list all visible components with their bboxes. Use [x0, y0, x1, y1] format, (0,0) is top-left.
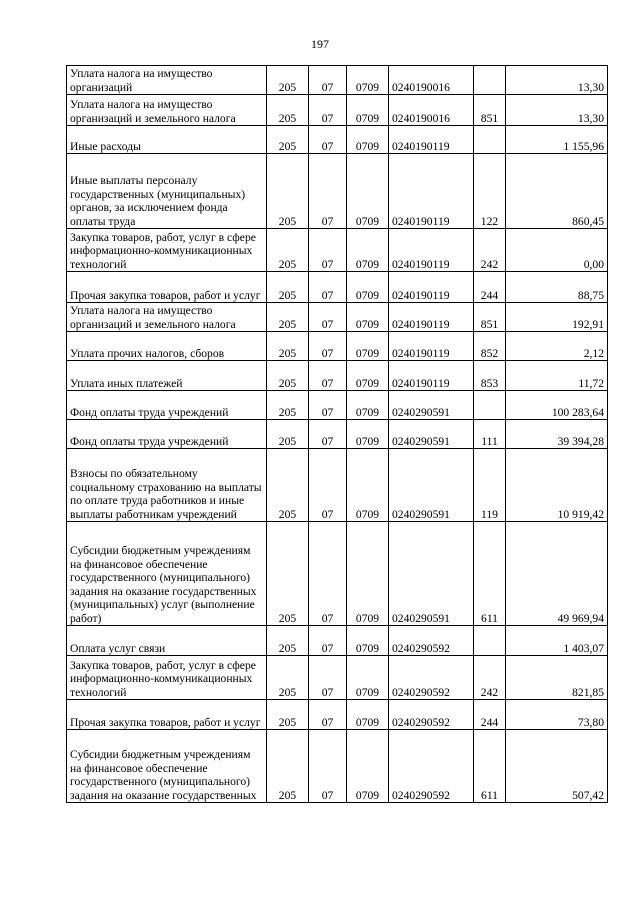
row-sum: 88,75 — [506, 272, 608, 303]
row-razdel: 07 — [309, 229, 347, 272]
row-sum: 13,30 — [506, 66, 608, 95]
row-ved: 205 — [267, 626, 309, 656]
row-csr: 0240290591 — [389, 391, 474, 420]
row-vr: 611 — [474, 730, 506, 803]
row-podrazdel: 0709 — [347, 303, 389, 332]
row-sum: 0,00 — [506, 229, 608, 272]
table-row — [67, 303, 608, 332]
row-csr: 0240190119 — [389, 272, 474, 303]
row-razdel: 07 — [309, 656, 347, 700]
row-vr: 244 — [474, 700, 506, 730]
row-podrazdel: 0709 — [347, 361, 389, 391]
row-csr: 0240190119 — [389, 229, 474, 272]
table-row — [67, 332, 608, 361]
row-ved: 205 — [267, 730, 309, 803]
row-name: Иные расходы — [67, 126, 267, 154]
row-razdel: 07 — [309, 126, 347, 154]
row-csr: 0240290591 — [389, 522, 474, 626]
row-razdel: 07 — [309, 626, 347, 656]
row-csr: 0240190016 — [389, 66, 474, 95]
row-csr: 0240290592 — [389, 626, 474, 656]
row-name: Прочая закупка товаров, работ и услуг — [67, 700, 267, 730]
row-name: Прочая закупка товаров, работ и услуг — [67, 272, 267, 303]
row-sum: 2,12 — [506, 332, 608, 361]
row-ved: 205 — [267, 126, 309, 154]
table-row — [67, 730, 608, 803]
row-ved: 205 — [267, 522, 309, 626]
row-razdel: 07 — [309, 95, 347, 126]
row-ved: 205 — [267, 420, 309, 449]
row-sum: 1 155,96 — [506, 126, 608, 154]
row-podrazdel: 0709 — [347, 95, 389, 126]
row-vr: 852 — [474, 332, 506, 361]
row-name: Субсидии бюджетным учреждениям на финансовое обеспечение государственного (муниципального) задания на оказание государственных (муниципальных) услуг (выполнение работ) — [67, 522, 267, 626]
row-name: Закупка товаров, работ, услуг в сфере информационно-коммуникационных технологий — [67, 656, 267, 700]
row-razdel: 07 — [309, 449, 347, 522]
row-sum: 10 919,42 — [506, 449, 608, 522]
row-csr: 0240290592 — [389, 730, 474, 803]
row-name: Субсидии бюджетным учреждениям на финансовое обеспечение государственного (муниципального) задания на оказание государственных — [67, 730, 267, 803]
table-row — [67, 272, 608, 303]
row-razdel: 07 — [309, 420, 347, 449]
row-podrazdel: 0709 — [347, 656, 389, 700]
row-vr: 111 — [474, 420, 506, 449]
row-name: Фонд оплаты труда учреждений — [67, 391, 267, 420]
row-razdel: 07 — [309, 730, 347, 803]
row-sum: 13,30 — [506, 95, 608, 126]
row-vr: 119 — [474, 449, 506, 522]
row-ved: 205 — [267, 332, 309, 361]
row-podrazdel: 0709 — [347, 449, 389, 522]
row-name: Уплата налога на имущество организаций и земельного налога — [67, 95, 267, 126]
row-sum: 100 283,64 — [506, 391, 608, 420]
row-podrazdel: 0709 — [347, 154, 389, 229]
row-podrazdel: 0709 — [347, 332, 389, 361]
row-sum: 49 969,94 — [506, 522, 608, 626]
row-podrazdel: 0709 — [347, 626, 389, 656]
row-name: Уплата прочих налогов, сборов — [67, 332, 267, 361]
row-csr: 0240290591 — [389, 420, 474, 449]
row-vr: 851 — [474, 303, 506, 332]
table-row — [67, 66, 608, 95]
row-podrazdel: 0709 — [347, 229, 389, 272]
row-ved: 205 — [267, 361, 309, 391]
table-row — [67, 449, 608, 522]
row-name: Фонд оплаты труда учреждений — [67, 420, 267, 449]
row-ved: 205 — [267, 656, 309, 700]
page-number: 197 — [311, 37, 329, 51]
row-csr: 0240190119 — [389, 332, 474, 361]
row-sum: 1 403,07 — [506, 626, 608, 656]
row-vr — [474, 626, 506, 656]
row-csr: 0240290592 — [389, 656, 474, 700]
table-row — [67, 700, 608, 730]
row-podrazdel: 0709 — [347, 66, 389, 95]
row-ved: 205 — [267, 391, 309, 420]
row-podrazdel: 0709 — [347, 522, 389, 626]
row-sum: 39 394,28 — [506, 420, 608, 449]
table-row — [67, 126, 608, 154]
row-vr: 611 — [474, 522, 506, 626]
row-podrazdel: 0709 — [347, 420, 389, 449]
row-ved: 205 — [267, 229, 309, 272]
table-row — [67, 391, 608, 420]
row-vr: 122 — [474, 154, 506, 229]
row-name: Закупка товаров, работ, услуг в сфере информационно-коммуникационных технологий — [67, 229, 267, 272]
row-csr: 0240190119 — [389, 303, 474, 332]
row-razdel: 07 — [309, 303, 347, 332]
row-ved: 205 — [267, 154, 309, 229]
row-vr: 242 — [474, 229, 506, 272]
row-sum: 860,45 — [506, 154, 608, 229]
table-row — [67, 95, 608, 126]
row-name: Уплата налога на имущество организаций и земельного налога — [67, 303, 267, 332]
row-csr: 0240190119 — [389, 361, 474, 391]
row-ved: 205 — [267, 303, 309, 332]
row-podrazdel: 0709 — [347, 391, 389, 420]
row-csr: 0240290591 — [389, 449, 474, 522]
row-sum: 73,80 — [506, 700, 608, 730]
row-sum: 11,72 — [506, 361, 608, 391]
table-row — [67, 626, 608, 656]
row-ved: 205 — [267, 95, 309, 126]
row-vr: 242 — [474, 656, 506, 700]
row-csr: 0240190119 — [389, 154, 474, 229]
row-name: Уплата налога на имущество организаций — [67, 66, 267, 95]
row-vr: 244 — [474, 272, 506, 303]
table-row — [67, 656, 608, 700]
row-ved: 205 — [267, 449, 309, 522]
row-razdel: 07 — [309, 272, 347, 303]
row-podrazdel: 0709 — [347, 272, 389, 303]
table-row — [67, 361, 608, 391]
table-row — [67, 154, 608, 229]
row-razdel: 07 — [309, 361, 347, 391]
row-csr: 0240290592 — [389, 700, 474, 730]
row-razdel: 07 — [309, 332, 347, 361]
row-podrazdel: 0709 — [347, 126, 389, 154]
row-csr: 0240190016 — [389, 95, 474, 126]
row-vr — [474, 391, 506, 420]
row-name: Иные выплаты персоналу государственных (муниципальных) органов, за исключением фонда оплаты труда — [67, 154, 267, 229]
row-razdel: 07 — [309, 66, 347, 95]
row-sum: 821,85 — [506, 656, 608, 700]
row-podrazdel: 0709 — [347, 730, 389, 803]
row-podrazdel: 0709 — [347, 700, 389, 730]
budget-table — [66, 65, 608, 803]
row-razdel: 07 — [309, 700, 347, 730]
row-name: Уплата иных платежей — [67, 361, 267, 391]
row-sum: 192,91 — [506, 303, 608, 332]
row-ved: 205 — [267, 700, 309, 730]
row-razdel: 07 — [309, 522, 347, 626]
row-name: Оплата услуг связи — [67, 626, 267, 656]
row-name: Взносы по обязательному социальному страхованию на выплаты по оплате труда работников и иные выплаты работникам учреждений — [67, 449, 267, 522]
table-row — [67, 522, 608, 626]
row-ved: 205 — [267, 66, 309, 95]
row-vr: 853 — [474, 361, 506, 391]
table-row — [67, 420, 608, 449]
row-sum: 507,42 — [506, 730, 608, 803]
table-row — [67, 229, 608, 272]
row-razdel: 07 — [309, 391, 347, 420]
row-vr — [474, 126, 506, 154]
row-csr: 0240190119 — [389, 126, 474, 154]
row-razdel: 07 — [309, 154, 347, 229]
row-vr — [474, 66, 506, 95]
row-vr: 851 — [474, 95, 506, 126]
row-ved: 205 — [267, 272, 309, 303]
